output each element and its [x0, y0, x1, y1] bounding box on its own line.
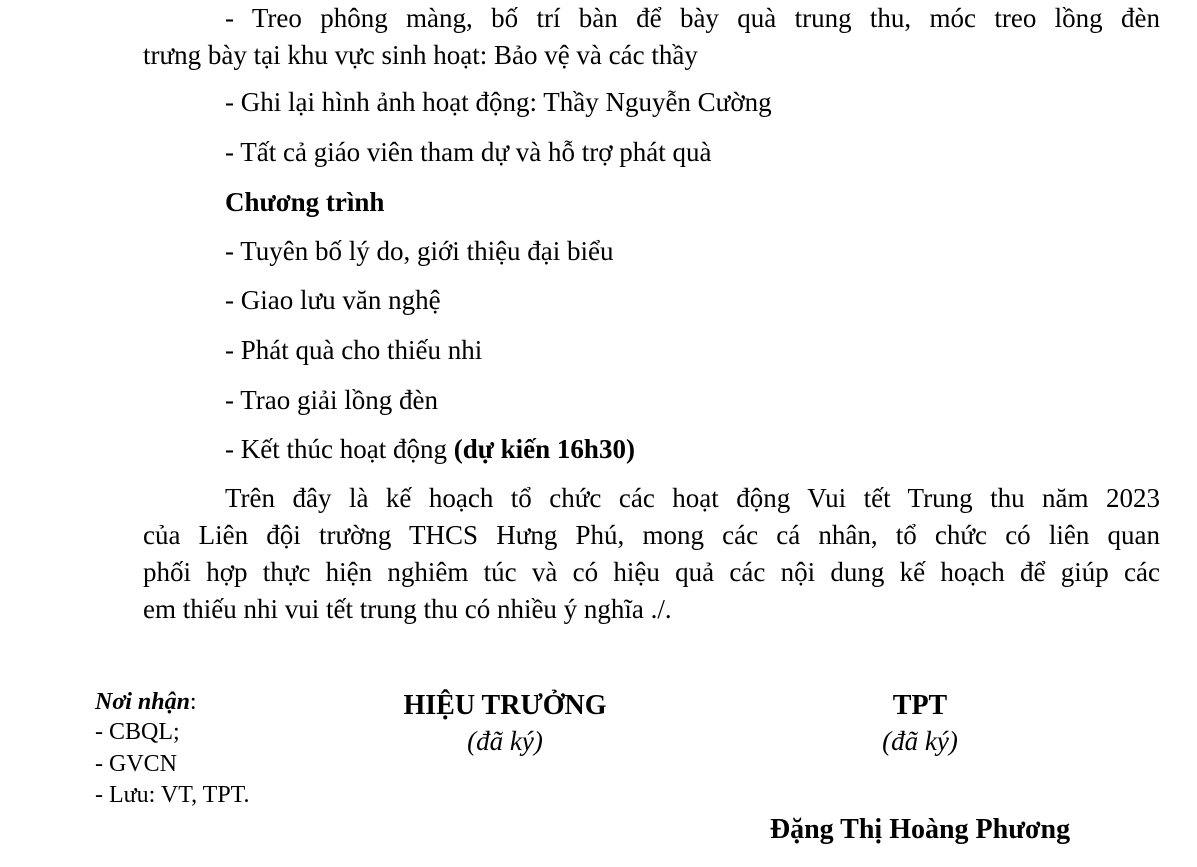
program-item: - Tuyên bố lý do, giới thiệu đại biểu [225, 236, 614, 266]
recipient-item: - Lưu: VT, TPT. [95, 782, 250, 808]
closing-line: Trên đây là kế hoạch tổ chức các hoạt động Vui tết Trung thu năm 2023 [225, 483, 1160, 513]
program-item: - Giao lưu văn nghệ [225, 285, 441, 315]
tpt-title: TPT [892, 690, 948, 721]
recipients-label [95, 687, 197, 718]
tpt-signed-note: (đã ký) [882, 726, 958, 756]
principal-title: HIỆU TRƯỞNG [403, 690, 607, 721]
program-item: - Phát quà cho thiếu nhi [225, 335, 483, 365]
closing-line: phối hợp thực hiện nghiêm túc và có hiệu quả các nội dung kế hoạch để giúp các [143, 557, 1160, 587]
principal-signed-note: (đã ký) [467, 726, 543, 756]
closing-line: em thiếu nhi vui tết trung thu có nhiều ý nghĩa ./. [143, 594, 672, 624]
intro-line: - Treo phông màng, bố trí bàn để bày quà trung thu, móc treo lồng đèn [225, 3, 1160, 33]
program-item-end-text: - Kết thúc hoạt động [225, 434, 454, 464]
closing-line: của Liên đội trường THCS Hưng Phú, mong các cá nhân, tổ chức có liên quan [143, 520, 1160, 550]
program-item: - Trao giải lồng đèn [225, 385, 438, 415]
program-item-end [225, 431, 635, 468]
intro-paragraph [143, 0, 1160, 74]
recipient-item: - CBQL; [95, 719, 180, 745]
closing-paragraph [143, 480, 1160, 628]
task-line: - Ghi lại hình ảnh hoạt động: Thầy Nguyễn Cường [225, 87, 772, 117]
recipient-item: - GVCN [95, 751, 177, 777]
intro-line: trưng bày tại khu vực sinh hoạt: Bảo vệ và các thầy [143, 40, 698, 70]
task-line: - Tất cả giáo viên tham dự và hỗ trợ phát quà [225, 137, 712, 167]
recipients-label-colon: : [189, 689, 197, 715]
recipients-label-text: Nơi nhận [95, 689, 190, 715]
tpt-name: Đặng Thị Hoàng Phương [769, 814, 1071, 845]
program-heading: Chương trình [225, 187, 385, 217]
program-item-end-time: (dự kiến 16h30) [453, 434, 635, 464]
